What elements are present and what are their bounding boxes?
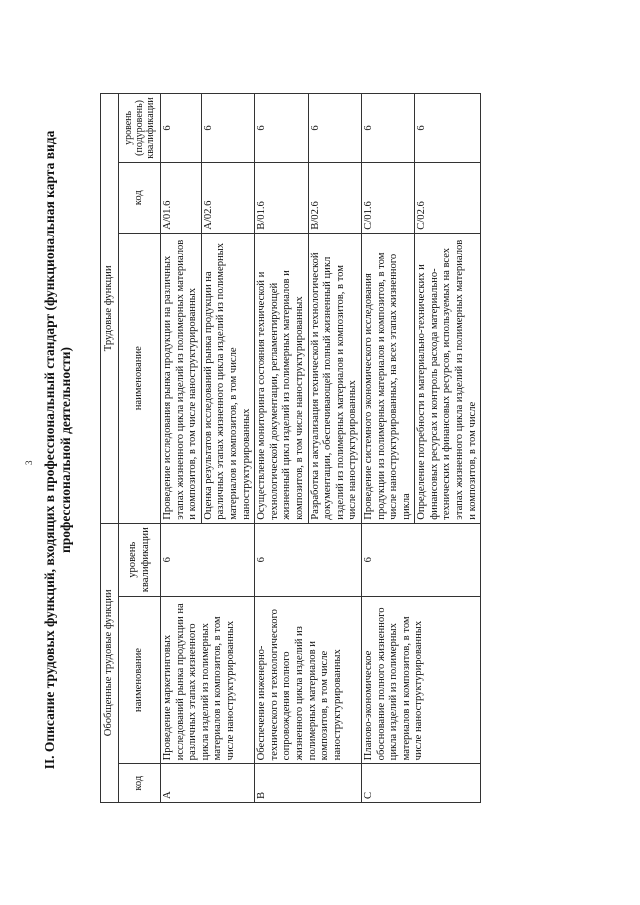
group-name: Проведение маркетинговых исследований рынка продукции на различных этапах жизненного цикла изделий из полимерных материалов и композитов, в том числе наноструктурированных xyxy=(161,596,255,764)
function-level: 6 xyxy=(255,94,308,163)
function-name: Разработка и актуализация технической и технологической документации, обеспечивающей полный жизненный цикл изделий из полимерных материалов и композитов, в том числе наноструктурированных xyxy=(308,233,361,523)
functional-map-table xyxy=(100,93,481,803)
header-sublevel: уровень (подуровень) квалификации xyxy=(119,94,161,163)
group-level: 6 xyxy=(161,523,255,596)
function-name: Определение потребности в материально-технических и финансовых ресурсах и контроль расхода материально-технических и финансовых ресурсов, используемых на всех этапах жизненного цикла изделий из полимерных материалов и композитов, в том числе xyxy=(415,233,481,523)
section-title-line-2: профессиональной деятельности) xyxy=(58,347,73,553)
header-labor-code: код xyxy=(119,162,161,233)
function-name: Осуществление мониторинга состояния технической и технологической документации, регламентирующей жизненный цикл изделий из полимерных материалов и композитов, в том числе наноструктурированных xyxy=(255,233,308,523)
function-code: C/02.6 xyxy=(415,162,481,233)
group-code: C xyxy=(361,764,480,803)
table-row xyxy=(255,94,308,803)
function-level: 6 xyxy=(415,94,481,163)
section-title-line-1: II. Описание трудовых функций, входящих в профессиональный стандарт (функциональная карта вида xyxy=(42,130,57,770)
group-name: Планово-экономическое обоснование полного жизненного цикла изделий из полимерных материалов и композитов, в том числе наноструктурированных xyxy=(361,596,480,764)
group-level: 6 xyxy=(361,523,480,596)
header-generalized-functions: Обобщенные трудовые функции xyxy=(101,523,119,802)
function-code: A/01.6 xyxy=(161,162,202,233)
group-code: A xyxy=(161,764,255,803)
function-name: Оценка результатов исследований рынка продукции на различных этапах жизненного цикла изделий из полимерных материалов и композитов, в том числе наноструктурированных xyxy=(201,233,254,523)
function-level: 6 xyxy=(308,94,361,163)
function-level: 6 xyxy=(201,94,254,163)
table-row xyxy=(361,94,414,803)
function-level: 6 xyxy=(161,94,202,163)
function-code: B/02.6 xyxy=(308,162,361,233)
function-name: Проведение исследования рынка продукции на различных этапах жизненного цикла изделий из полимерных материалов и композитов, в том числе наноструктурированных xyxy=(161,233,202,523)
group-name: Обеспечение инженерно-технического и технологического сопровождения полного жизненного цикла изделий из полимерных материалов и композитов, в том числе наноструктурированных xyxy=(255,596,362,764)
table-row xyxy=(161,94,202,803)
function-level: 6 xyxy=(361,94,414,163)
header-level: уровень квалификации xyxy=(119,523,161,596)
function-name: Проведение системного экономического исследования продукции из полимерных материалов и композитов, в том числе наноструктурированных, на всех этапах жизненного цикла xyxy=(361,233,414,523)
section-title xyxy=(42,105,74,795)
header-code: код xyxy=(119,764,161,803)
function-code: B/01.6 xyxy=(255,162,308,233)
function-code: A/02.6 xyxy=(201,162,254,233)
group-code: B xyxy=(255,764,362,803)
function-code: C/01.6 xyxy=(361,162,414,233)
group-level: 6 xyxy=(255,523,362,596)
page-number: 3 xyxy=(24,460,34,465)
header-name: наименование xyxy=(119,596,161,764)
header-labor-functions: Трудовые функции xyxy=(101,94,119,524)
header-labor-name: наименование xyxy=(119,233,161,523)
